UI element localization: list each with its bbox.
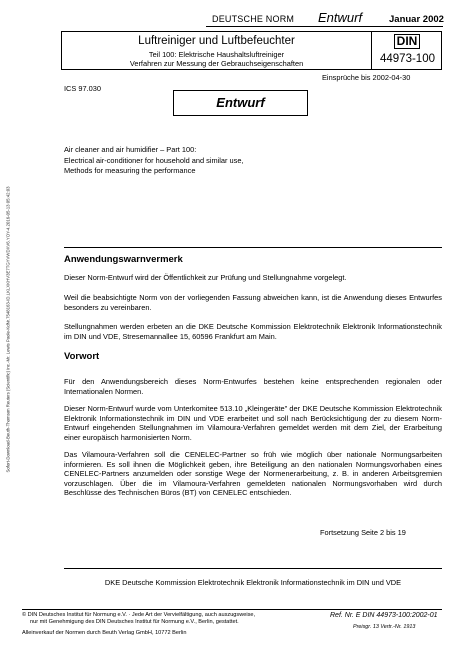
english-title-line: Methods for measuring the performance xyxy=(64,166,196,175)
copyright-notice xyxy=(22,612,255,625)
warning-paragraph-2: Weil die beabsichtigte Norm von der vorliegenden Fassung abweichen kann, ist die Anwendung dieses Entwurfes besonders zu vereinbaren. xyxy=(64,293,442,312)
section-rule-top xyxy=(64,247,442,248)
einsprueche-date: Einsprüche bis 2002-04-30 xyxy=(322,73,411,82)
copyright-line-2: nur mit Genehmigung des DIN Deutsches Institut für Normung e.V., Berlin, gestattet. xyxy=(30,618,239,625)
vorwort-heading: Vorwort xyxy=(64,351,100,362)
header-entwurf: Entwurf xyxy=(318,10,363,25)
header-date: Januar 2002 xyxy=(389,14,444,25)
header-rule xyxy=(206,26,443,27)
download-watermark: Sofort-Download-Beuth-Thomson Reuters (Scientific) Inc.-Mr. Lewis Poole-KdNr.7548163-ID.LKLXKHV3E7TGYVWDXV6.YOY-4.2016-05-13 05:42:03 xyxy=(5,186,11,473)
warning-paragraph-1: Dieser Norm-Entwurf wird der Öffentlichkeit zur Prüfung und Stellungnahme vorgelegt. xyxy=(64,273,347,282)
reference-number: Ref. Nr. E DIN 44973-100:2002-01 xyxy=(330,612,438,619)
entwurf-box: Entwurf xyxy=(173,90,308,116)
document-title: Luftreiniger und Luftbefeuchter xyxy=(138,35,295,47)
warning-paragraph-3: Stellungnahmen werden erbeten an die DKE Deutsche Kommission Elektrotechnik Elektronik Informationstechnik im DIN und VDE, Stresemannallee 15, 60596 Frankfurt am Main. xyxy=(64,322,442,341)
footer-rule xyxy=(22,609,442,610)
english-title-line: Air cleaner and air humidifier – Part 100: xyxy=(64,145,197,154)
vertrieb-notice: Alleinverkauf der Normen durch Beuth Verlag GmbH, 10772 Berlin xyxy=(22,630,187,636)
din-number: 44973-100 xyxy=(380,53,435,65)
din-logo: DIN xyxy=(394,34,420,49)
warning-heading: Anwendungswarnvermerk xyxy=(64,254,183,265)
vorwort-paragraph-2: Dieser Norm-Entwurf wurde vom Unterkomitee 513.10 „Kleingeräte" der DKE Deutsche Kommission Elektrotechnik Elektronik Informationstechnik im DIN und VDE erarbeitet und soll nach Berücksichtigung der zu diesem Norm-Entwurf eingehenden Stellungnahmen im Vilamoura-Verfahren gemeldet werden mit dem Ziel, der Erarbeitung einer europäisch harmonisierten Norm. xyxy=(64,404,442,442)
title-box xyxy=(61,31,442,70)
fortsetzung-note: Fortsetzung Seite 2 bis 19 xyxy=(320,528,406,537)
norm-label: DEUTSCHE NORM xyxy=(212,14,295,24)
ics-code: ICS 97.030 xyxy=(64,84,101,93)
english-title xyxy=(64,145,244,177)
english-title-line: Electrical air-conditioner for household and similar use, xyxy=(64,155,244,165)
section-rule-bottom xyxy=(64,568,442,569)
vorwort-paragraph-3: Das Vilamoura-Verfahren soll die CENELEC-Partner so früh wie möglich über nationale Normungsarbeiten informieren. Es soll ihnen die Möglichkeit geben, ihre Beteiligung an den nationalen Normungsvorhaben eines CENELEC-Partners anzumelden oder sonstige Wege der Normenerarbeitung, z. B. in anderen Arbeitsgremien vorzuschlagen. Über die im Vilamoura-Verfahren gemeldeten nationalen Normungsvorhaben wird durch Beschlüsse des Technischen Büros (BT) von CENELEC entschieden. xyxy=(64,450,442,498)
dke-line: DKE Deutsche Kommission Elektrotechnik Elektronik Informationstechnik im DIN und VDE xyxy=(104,578,402,587)
price-group: Preisgr. 13 Vertr.-Nr. 1913 xyxy=(353,624,416,630)
copyright-line-1: © DIN Deutsches Institut für Normung e.V. · Jede Art der Vervielfältigung, auch auszugsweise, xyxy=(22,612,256,618)
vorwort-paragraph-1: Für den Anwendungsbereich dieses Norm-Entwurfes bestehen keine entsprechenden regionalen oder Internationalen Normen. xyxy=(64,377,442,396)
document-subtitle-2: Verfahren zur Messung der Gebrauchseigenschaften xyxy=(129,59,304,68)
document-subtitle-1: Teil 100: Elektrische Haushaltsluftreiniger xyxy=(148,50,285,59)
